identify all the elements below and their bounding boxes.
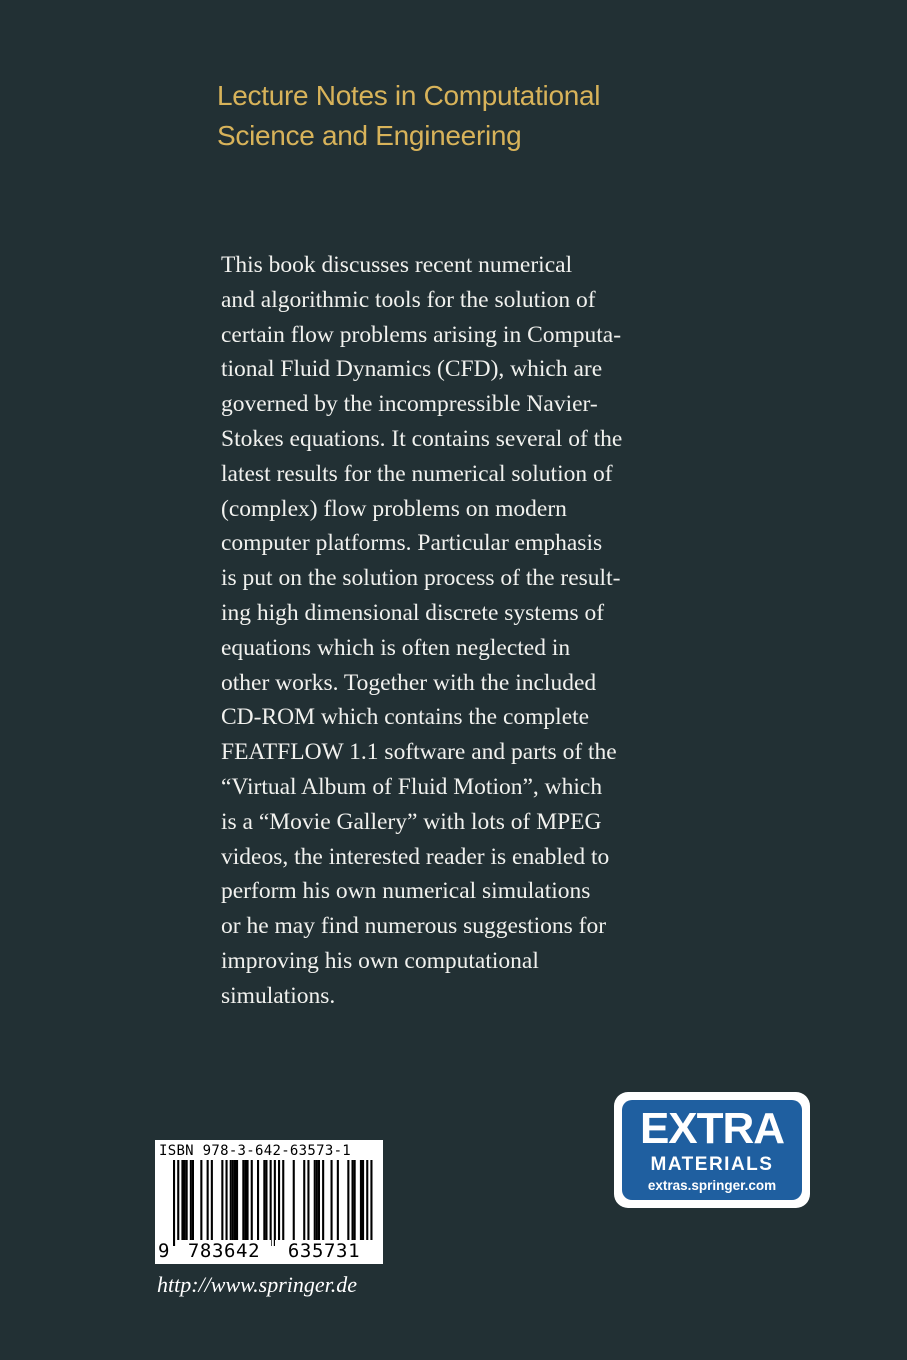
barcode-bar: [322, 1160, 324, 1240]
description-line: certain flow problems arising in Computa-: [221, 321, 622, 348]
barcode-bar: [200, 1160, 202, 1240]
barcode-bar: [366, 1160, 368, 1246]
barcode-bar: [181, 1160, 183, 1240]
ean-right-digits: 635731: [275, 1240, 373, 1262]
barcode-bar: [270, 1160, 272, 1246]
badge-materials-word: MATERIALS: [650, 1154, 774, 1175]
barcode-bar: [370, 1160, 372, 1246]
ean-first-digit: 9: [158, 1240, 170, 1262]
barcode-bar: [192, 1160, 194, 1240]
barcode-bar: [354, 1160, 356, 1240]
description-line: Stokes equations. It contains several of the: [221, 425, 623, 452]
barcode-bar: [234, 1160, 236, 1240]
series-title-line-1: Lecture Notes in Computational: [217, 80, 601, 111]
barcode-bar: [251, 1160, 253, 1240]
barcode-bar: [221, 1160, 223, 1240]
barcode-bar: [316, 1160, 318, 1240]
description-line: equations which is often neglected in: [221, 634, 571, 661]
barcode-bars: [155, 1160, 383, 1246]
isbn-label: ISBN 978-3-642-63573-1: [159, 1143, 352, 1159]
barcode-bar: [293, 1160, 295, 1240]
barcode-bar: [263, 1160, 265, 1240]
barcode-bar: [184, 1160, 186, 1240]
description-line: “Virtual Album of Fluid Motion”, which: [221, 773, 603, 800]
barcode-bar: [352, 1160, 354, 1240]
description-line: FEATFLOW 1.1 software and parts of the: [221, 739, 617, 766]
description-line: perform his own numerical simulations: [221, 878, 591, 905]
description-line: simulations.: [221, 982, 336, 1009]
description-line: (complex) flow problems on modern: [221, 495, 567, 522]
barcode-bar: [318, 1160, 320, 1240]
description-line: is a “Movie Gallery” with lots of MPEG: [221, 808, 602, 835]
extra-materials-badge: [614, 1092, 810, 1208]
barcode-bar: [360, 1160, 362, 1240]
description-line: governed by the incompressible Navier-: [221, 391, 598, 418]
barcode-bar: [244, 1160, 246, 1240]
book-description: [221, 248, 681, 1014]
barcode-bar: [173, 1160, 175, 1246]
badge-url: extras.springer.com: [647, 1178, 777, 1193]
description-line: This book discusses recent numerical: [221, 252, 573, 278]
barcode-bar: [331, 1160, 333, 1240]
barcode-bar: [337, 1160, 339, 1240]
ean-left-digits: 783642: [177, 1240, 271, 1262]
barcode-bar: [282, 1160, 284, 1240]
description-line: is put on the solution process of the result-: [221, 565, 621, 592]
badge-extra-word: EXTRA: [639, 1104, 785, 1153]
barcode-bar: [362, 1160, 364, 1240]
barcode-bar: [226, 1160, 228, 1240]
isbn-barcode: [155, 1140, 383, 1264]
description-line: and algorithmic tools for the solution of: [221, 286, 596, 313]
description-line: latest results for the numerical solution of: [221, 460, 613, 487]
barcode-bar: [303, 1160, 305, 1240]
description-line: tional Fluid Dynamics (CFD), which are: [221, 356, 603, 383]
barcode-bar: [230, 1160, 232, 1240]
barcode-bar: [207, 1160, 209, 1240]
description-line: or he may find numerous suggestions for: [221, 913, 607, 940]
description-line: improving his own computational: [221, 947, 539, 974]
barcode-bar: [236, 1160, 238, 1240]
barcode-bar: [257, 1160, 259, 1240]
badge-panel: [622, 1100, 802, 1200]
series-title: [217, 76, 737, 156]
barcode-bar: [314, 1160, 316, 1240]
description-line: CD-ROM which contains the complete: [221, 704, 590, 731]
publisher-url: http://www.springer.de: [157, 1272, 358, 1297]
barcode-bar: [278, 1160, 280, 1240]
series-title-line-2: Science and Engineering: [217, 120, 522, 151]
barcode-bar: [177, 1160, 179, 1246]
description-line: ing high dimensional discrete systems of: [221, 599, 605, 626]
barcode-bar: [265, 1160, 267, 1240]
description-line: other works. Together with the included: [221, 669, 597, 696]
barcode-bar: [211, 1160, 213, 1240]
description-line: videos, the interested reader is enabled to: [221, 843, 610, 870]
barcode-bar: [190, 1160, 192, 1240]
ean-digits: [155, 1240, 383, 1262]
barcode-bar: [232, 1160, 234, 1240]
barcode-bar: [186, 1160, 188, 1240]
barcode-bar: [274, 1160, 276, 1246]
barcode-bar: [347, 1160, 349, 1240]
barcode-bar: [247, 1160, 249, 1240]
barcode-bar: [307, 1160, 309, 1240]
barcode-bar: [242, 1160, 244, 1240]
description-line: computer platforms. Particular emphasis: [221, 530, 603, 557]
